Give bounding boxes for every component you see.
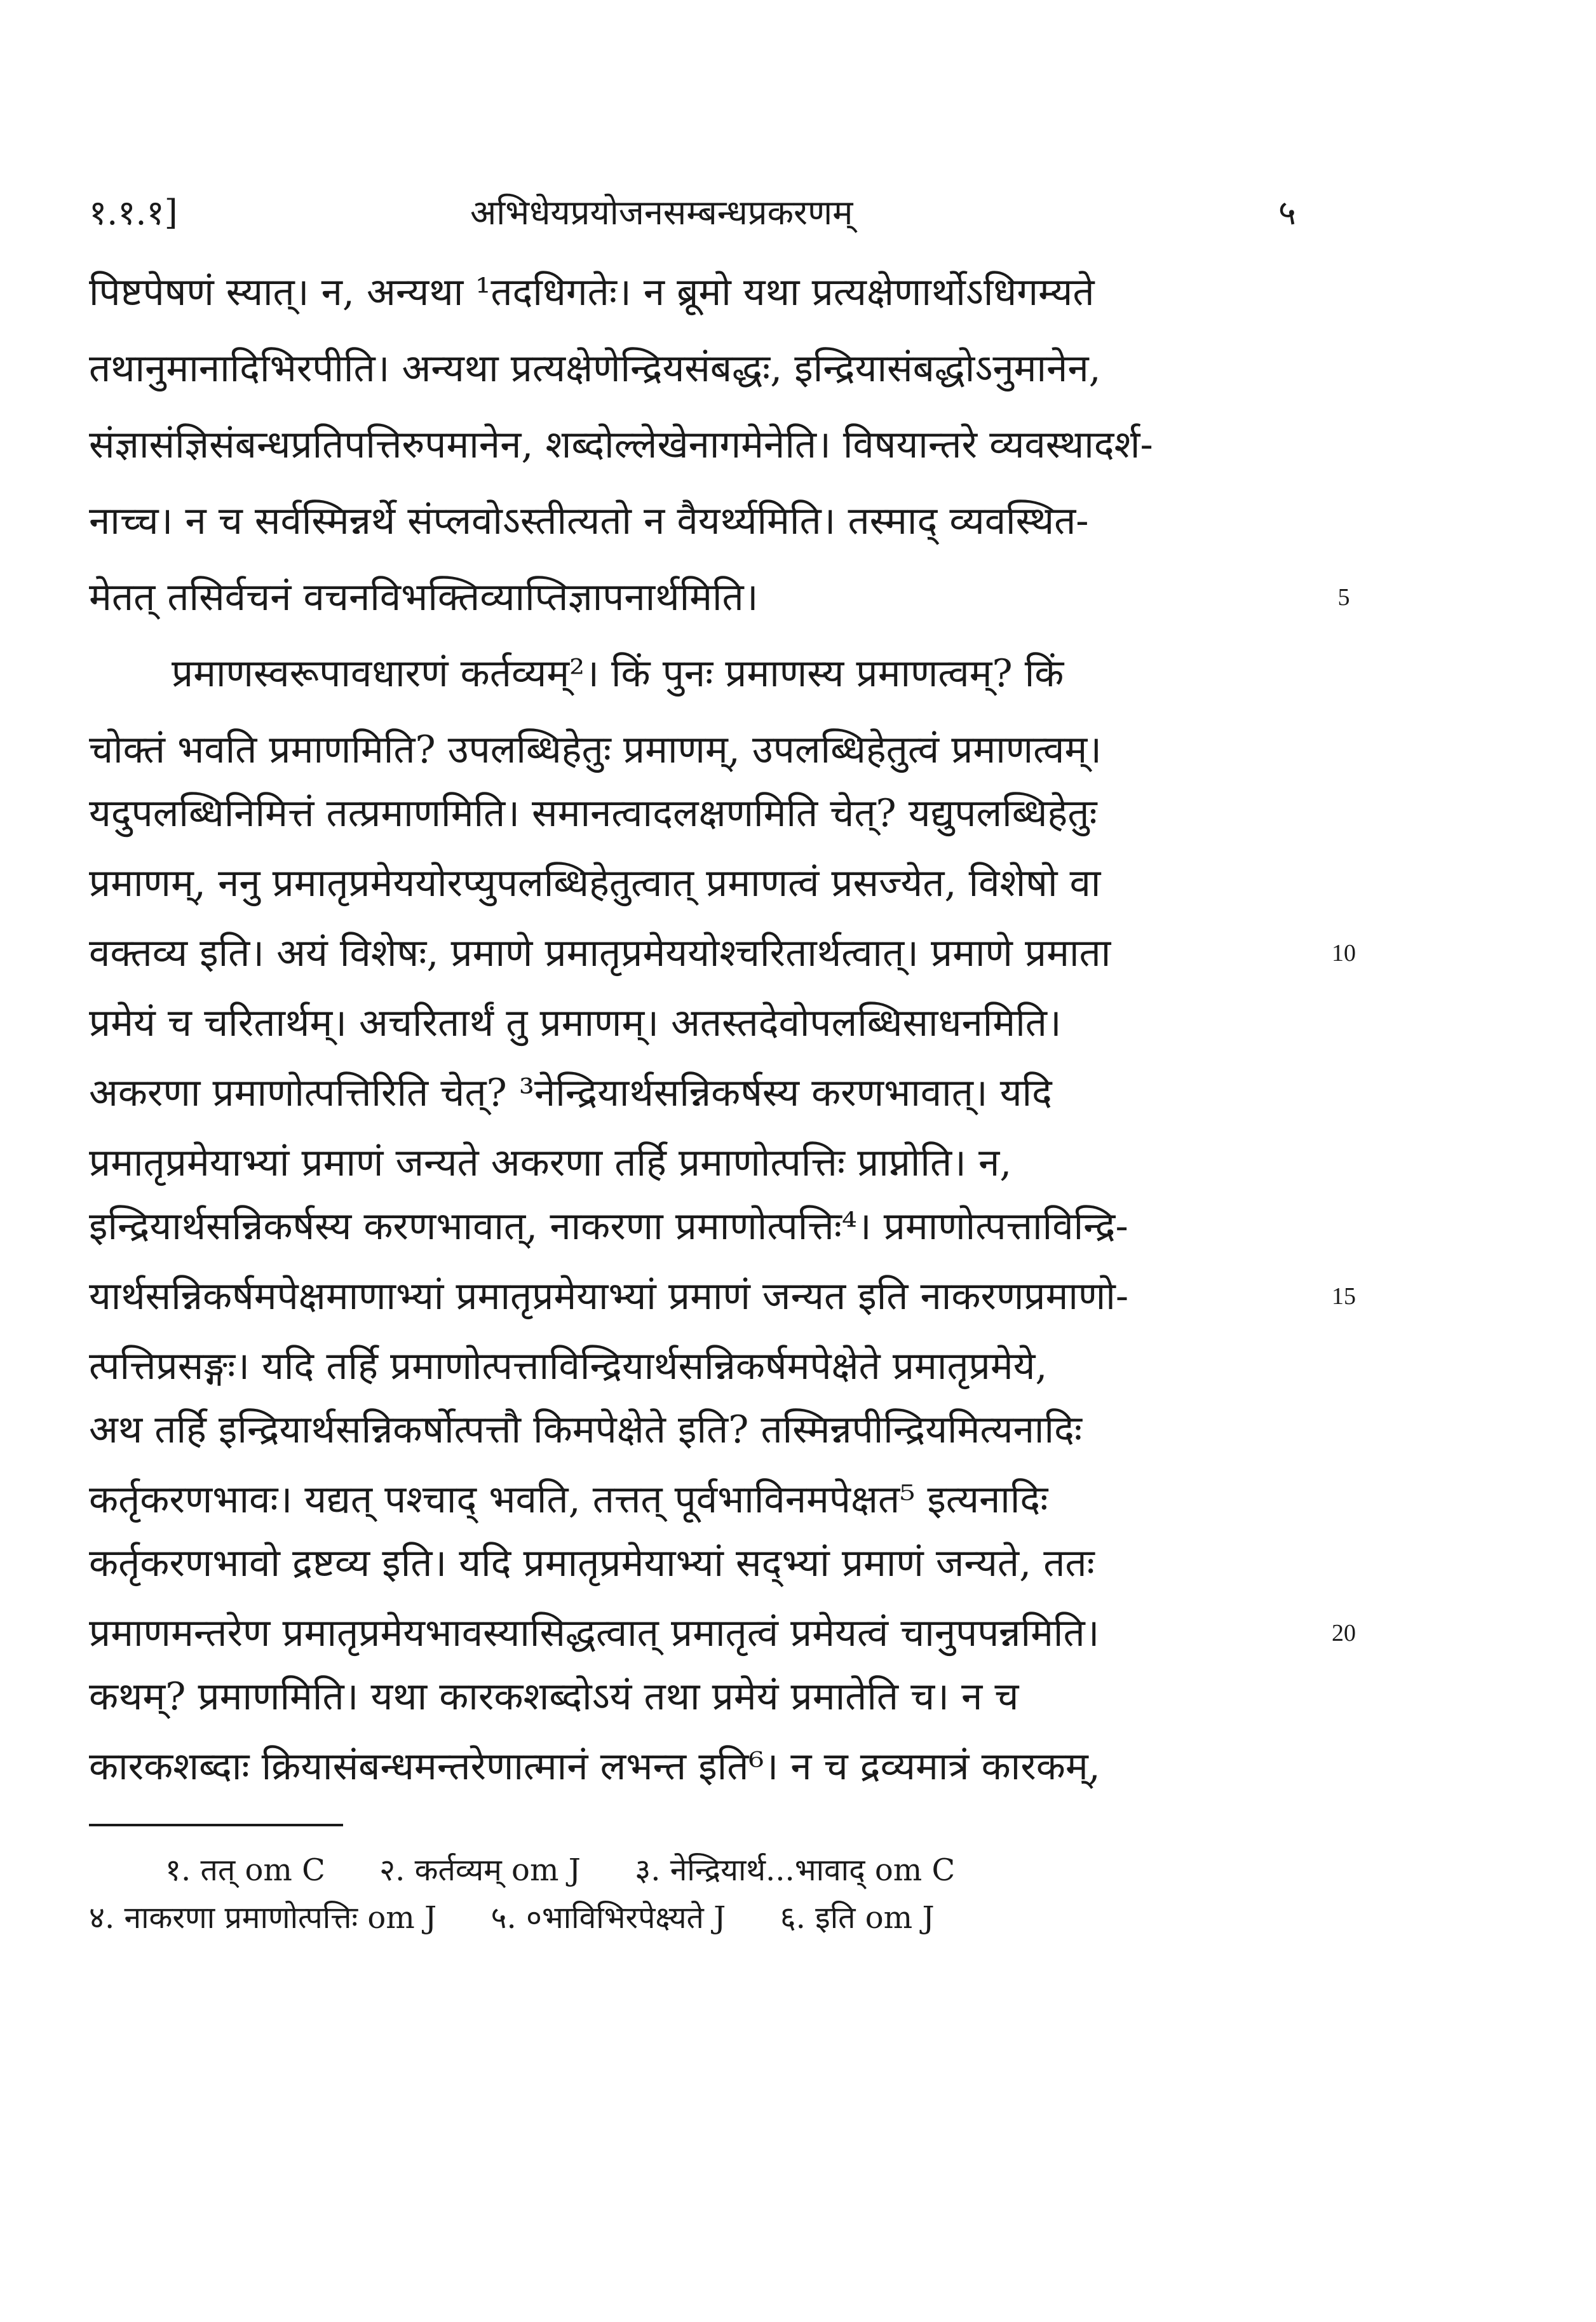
text-line: कर्तृकरणभावः। यद्यत् पश्चाद् भवति, तत्तत् पूर्वभाविनमपेक्षत⁵ इत्यनादिः xyxy=(89,1477,1048,1522)
text-line: यदुपलब्धिनिमित्तं तत्प्रमाणमिति। समानत्वादलक्षणमिति चेत्? यद्युपलब्धिहेतुः xyxy=(89,791,1097,836)
footnote-row xyxy=(89,1897,1296,1939)
running-header xyxy=(89,187,1296,238)
text-line: मेतत् तसिर्वचनं वचनविभक्तिव्याप्तिज्ञापनार्थमिति। xyxy=(89,575,759,620)
line-number: 10 xyxy=(1332,940,1356,967)
text-line: यार्थसन्निकर्षमपेक्षमाणाभ्यां प्रमातृप्रमेयाभ्यां प्रमाणं जन्यत इति नाकरणप्रमाणो- xyxy=(89,1274,1129,1319)
text-line: कथम्? प्रमाणमिति। यथा कारकशब्दोऽयं तथा प्रमेयं प्रमातेति च। न च xyxy=(89,1674,1019,1719)
footnote: ४. नाकरणा प्रमाणोत्पत्तिः om J xyxy=(89,1900,437,1936)
footnote: ५. ०भाविभिरपेक्ष्यते J xyxy=(490,1900,726,1936)
line-number: 20 xyxy=(1332,1620,1356,1646)
text-line: कर्तृकरणभावो द्रष्टव्य इति। यदि प्रमातृप्रमेयाभ्यां सद्भ्यां प्रमाणं जन्यते, ततः xyxy=(89,1541,1095,1585)
text-line: अकरणा प्रमाणोत्पत्तिरिति चेत्? ³नेन्द्रियार्थसन्निकर्षस्य करणभावात्। यदि xyxy=(89,1071,1052,1115)
text-line: प्रमाणस्वरूपावधारणं कर्तव्यम्²। किं पुनः प्रमाणस्य प्रमाणत्वम्? किं xyxy=(172,651,1064,696)
text-line: तथानुमानादिभिरपीति। अन्यथा प्रत्यक्षेणेन्द्रियसंबद्धः, इन्द्रियासंबद्धोऽनुमानेन, xyxy=(89,346,1101,391)
chapter-title: अभिधेयप्रयोजनसम्बन्धप्रकरणम् xyxy=(470,193,853,233)
footnote-row xyxy=(165,1849,1296,1891)
text-line: अथ तर्हि इन्द्रियार्थसन्निकर्षोत्पत्तौ किमपेक्षेते इति? तस्मिन्नपीन्द्रियमित्यनादिः xyxy=(89,1408,1082,1452)
text-line: प्रमातृप्रमेयाभ्यां प्रमाणं जन्यते अकरणा तर्हि प्रमाणोत्पत्तिः प्राप्नोति। न, xyxy=(89,1141,1012,1185)
footnote-separator xyxy=(89,1824,343,1826)
text-line: प्रमेयं च चरितार्थम्। अचरितार्थं तु प्रमाणम्। अतस्तदेवोपलब्धिसाधनमिति। xyxy=(89,1001,1062,1045)
line-number: 15 xyxy=(1332,1283,1356,1310)
section-reference: १.१.१] xyxy=(89,193,178,233)
text-line: कारकशब्दाः क्रियासंबन्धमन्तरेणात्मानं लभन्त इति⁶। न च द्रव्यमात्रं कारकम्, xyxy=(89,1744,1100,1789)
text-line: वक्तव्य इति। अयं विशेषः, प्रमाणे प्रमातृप्रमेययोश्चरितार्थत्वात्। प्रमाणे प्रमाता xyxy=(89,931,1111,975)
text-line: चोक्तं भवति प्रमाणमिति? उपलब्धिहेतुः प्रमाणम्, उपलब्धिहेतुत्वं प्रमाणत्वम्। xyxy=(89,728,1102,772)
text-line: प्रमाणमन्तरेण प्रमातृप्रमेयभावस्यासिद्धत्वात् प्रमातृत्वं प्रमेयत्वं चानुपपन्नमिति। xyxy=(89,1611,1100,1655)
page-number: ५ xyxy=(1278,193,1296,233)
footnote: ६. इति om J xyxy=(780,1900,935,1936)
text-line: पिष्टपेषणं स्यात्। न, अन्यथा ¹तदधिगतेः। न ब्रूमो यथा प्रत्यक्षेणार्थोऽधिगम्यते xyxy=(89,270,1095,315)
text-line: त्पत्तिप्रसङ्गः। यदि तर्हि प्रमाणोत्पत्ताविन्द्रियार्थसन्निकर्षमपेक्षेते प्रमातृप्रमेये, xyxy=(89,1344,1048,1388)
text-line: नाच्च। न च सर्वस्मिन्नर्थे संप्लवोऽस्तीत्यतो न वैयर्थ्यमिति। तस्माद् व्यवस्थित- xyxy=(89,499,1089,543)
footnote: ३. नेन्द्रियार्थ...भावाद् om C xyxy=(635,1852,956,1888)
footnote: १. तत् om C xyxy=(165,1852,325,1888)
text-line: इन्द्रियार्थसन्निकर्षस्य करणभावात्, नाकरणा प्रमाणोत्पत्तिः⁴। प्रमाणोत्पत्ताविन्द्रि- xyxy=(89,1204,1128,1249)
text-line: प्रमाणम्, ननु प्रमातृप्रमेययोरप्युपलब्धिहेतुत्वात् प्रमाणत्वं प्रसज्येत, विशेषो वा xyxy=(89,861,1101,906)
text-line: संज्ञासंज्ञिसंबन्धप्रतिपत्तिरुपमानेन, शब्दोल्लेखेनागमेनेति। विषयान्तरे व्यवस्थादर्श- xyxy=(89,423,1153,467)
footnote: २. कर्तव्यम् om J xyxy=(379,1852,581,1888)
line-number: 5 xyxy=(1337,584,1350,611)
